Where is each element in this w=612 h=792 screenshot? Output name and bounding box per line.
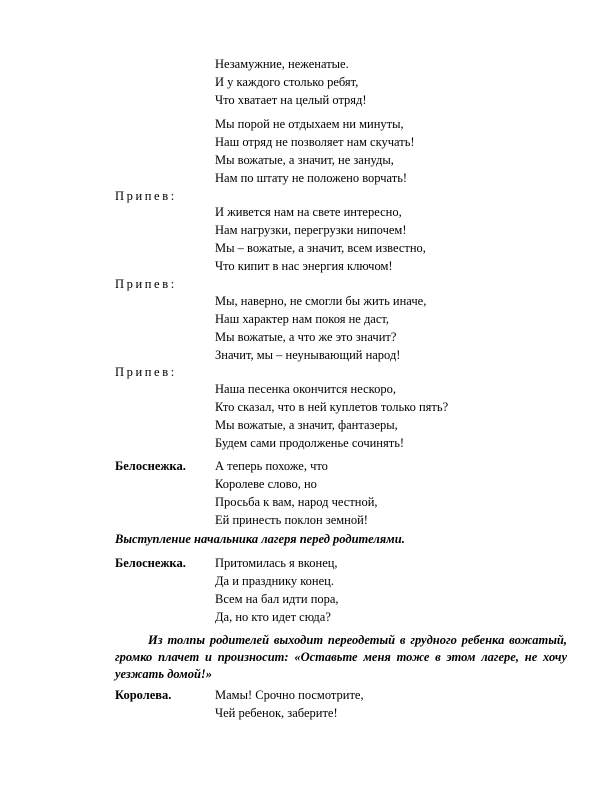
verse-line: Мы – вожатые, а значит, всем известно, <box>215 241 426 255</box>
verse-line: Мамы! Срочно посмотрите, <box>215 688 364 702</box>
verse-line: А теперь похоже, что <box>215 459 328 473</box>
verse-line: Всем на бал идти пора, <box>215 592 339 606</box>
verse-line: Наш характер нам покоя не даст, <box>215 312 390 326</box>
chorus-label: Припев: <box>115 277 177 291</box>
verse-line: Что кипит в нас энергия ключом! <box>215 259 393 273</box>
verse-line: Чей ребенок, заберите! <box>215 706 338 720</box>
verse-line: Значит, мы – неунывающий народ! <box>215 348 401 362</box>
verse-line: Нам нагрузки, перегрузки нипочем! <box>215 223 407 237</box>
verse-line: Что хватает на целый отряд! <box>215 93 367 107</box>
verse-line: Кто сказал, что в ней куплетов только пять? <box>215 400 449 414</box>
verse-line: Мы, наверно, не смогли бы жить иначе, <box>215 294 427 308</box>
stage-direction: Выступление начальника лагеря перед родителями. <box>115 532 405 546</box>
verse-line: Да и празднику конец. <box>215 574 334 588</box>
verse-line: И живется нам на свете интересно, <box>215 205 402 219</box>
verse-line: Да, но кто идет сюда? <box>215 610 331 624</box>
verse-line: Мы порой не отдыхаем ни минуты, <box>215 117 404 131</box>
verse-line: Королеве слово, но <box>215 477 317 491</box>
verse-line: Наша песенка окончится нескоро, <box>215 382 396 396</box>
chorus-label: Припев: <box>115 365 177 379</box>
verse-line: Ей принесть поклон земной! <box>215 513 368 527</box>
verse-line: Нам по штату не положено ворчать! <box>215 171 408 185</box>
speaker-name: Белоснежка. <box>115 459 186 473</box>
verse-line: Незамужние, неженатые. <box>215 57 349 71</box>
verse-line: Мы вожатые, а что же это значит? <box>215 330 397 344</box>
stage-paragraph: Из толпы родителей выходит переодетый в грудного ребенка вожатый, громко плачет и произносит: «Оставьте меня тоже в этом лагере, не хочу уезжать домой!» <box>115 633 567 681</box>
verse-line: Просьба к вам, народ честной, <box>215 495 378 509</box>
verse-line: Мы вожатые, а значит, фантазеры, <box>215 418 398 432</box>
speaker-name: Белоснежка. <box>115 556 186 570</box>
verse-line: Мы вожатые, а значит, не зануды, <box>215 153 394 167</box>
verse-line: И у каждого столько ребят, <box>215 75 359 89</box>
chorus-label: Припев: <box>115 189 177 203</box>
verse-line: Наш отряд не позволяет нам скучать! <box>215 135 415 149</box>
speaker-name: Королева. <box>115 688 172 702</box>
verse-line: Будем сами продолженье сочинять! <box>215 436 405 450</box>
verse-line: Притомилась я вконец, <box>215 556 338 570</box>
